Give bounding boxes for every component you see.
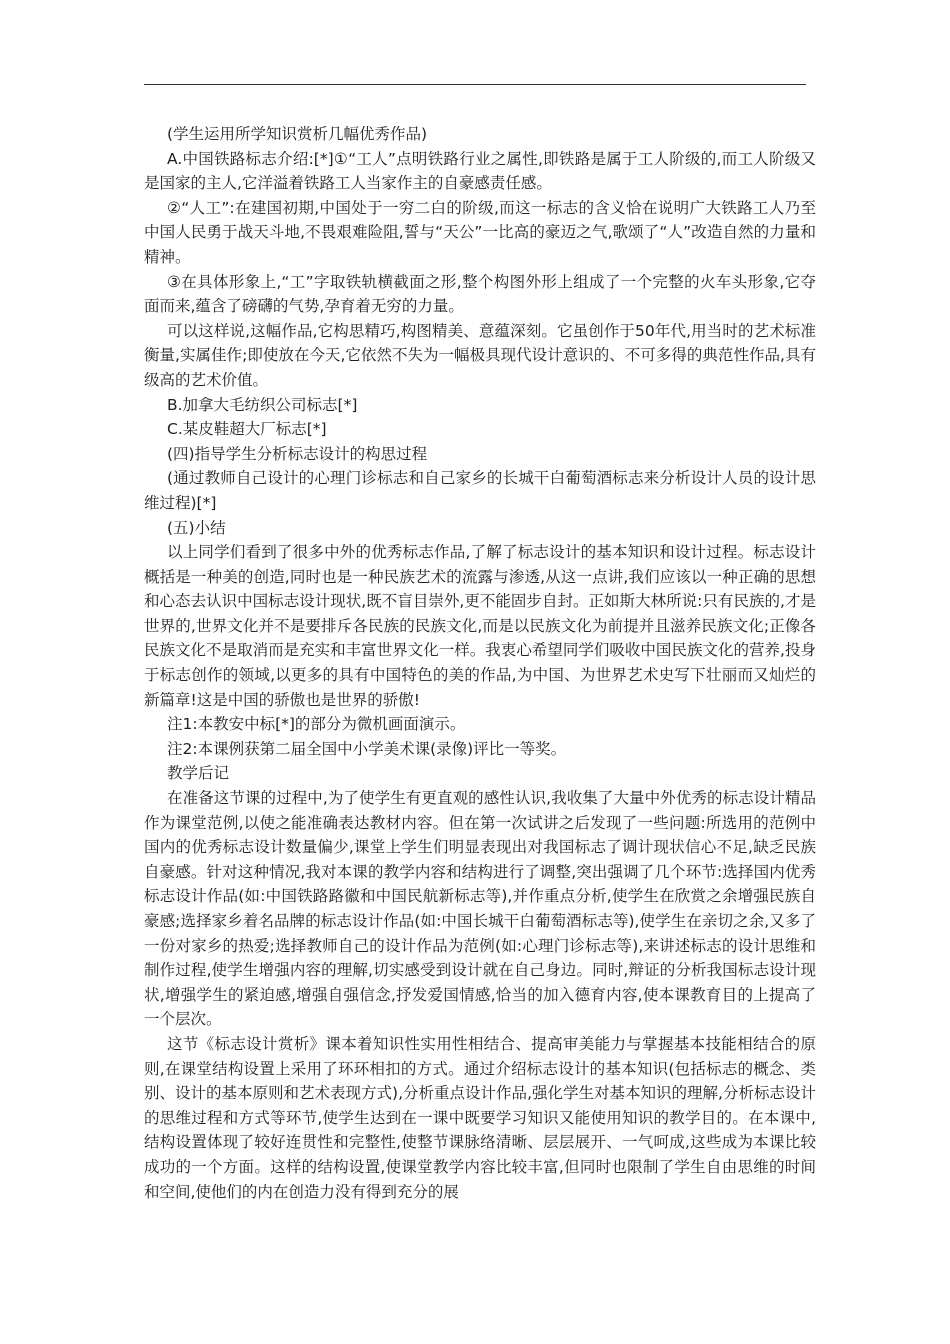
section-heading-4: (四)指导学生分析标志设计的构思过程 (167, 444, 428, 463)
paragraph-railway-logo-3: ③在具体形象上,“工”字取铁轨横截面之形,整个构图外形上组成了一个完整的火车头形象,它夺面而来,蕴含了磅礴的气势,孕育着无穷的力量。 (144, 272, 816, 316)
paragraph-design-process: (通过教师自己设计的心理门诊标志和自己家乡的长城干白葡萄酒标志来分析设计人员的设计思维过程)[*] (144, 469, 816, 512)
paragraph-railway-logo-a: A.中国铁路标志介绍:[*]①“工人”点明铁路行业之属性,即铁路是属于工人阶级的,而工人阶级又是国家的主人,它洋溢着铁路工人当家作主的自豪感责任感。 (144, 149, 816, 193)
paragraph-postscript-2: 这节《标志设计赏析》课本着知识性实用性相结合、提高审美能力与掌握基本技能相结合的原则,在课堂结构设置上采用了环环相扣的方式。通过介绍标志设计的基本知识(包括标志的概念、类别、设计的基本原则和艺术表现方式),分析重点设计作品,强化学生对基本知识的理解,分析标志设计的思维过程和方式等环节,使学生达到在一课中既要学习知识又能使用知识的教学目的。在本课中,结构设置体现了较好连贯性和完整性,使整节课脉络清晰、层层展开、一气呵成,这些成为本课比较成功的一个方面。这样的结构设置,使课堂教学内容比较丰富,但同时也限制了学生自由思维的时间和空间,使他们的内在创造力没有得到充分的展 (144, 1034, 816, 1201)
document-body (144, 122, 816, 1204)
paragraph-intro: (学生运用所学知识赏析几幅优秀作品) (167, 125, 428, 143)
header-rule (144, 84, 806, 85)
note-1: 注1:本教安中标[*]的部分为微机画面演示。 (167, 715, 466, 734)
paragraph-postscript-1: 在准备这节课的过程中,为了使学生有更直观的感性认识,我收集了大量中外优秀的标志设计精品作为课堂范例,以使之能准确表达教材内容。但在第一次试讲之后发现了一些问题:所选用的范例中国内的优秀标志设计数量偏少,课堂上学生们明显表现出对我国标志了调计现状信心不足,缺乏民族自豪感。针对这种情况,我对本课的教学内容和结构进行了调整,突出强调了几个环节:选择国内优秀标志设计作品(如:中国铁路路徽和中国民航新标志等),并作重点分析,使学生在欣赏之余增强民族自豪感;选择家乡着名品牌的标志设计作品(如:中国长城干白葡萄酒标志等),使学生在亲切之余,又多了一份对家乡的热爱;选择教师自己的设计作品为范例(如:心理门诊标志等),来讲述标志的设计思维和制作过程,使学生增强内容的理解,切实感受到设计就在自己身边。同时,辩证的分析我国标志设计现状,增强学生的紧迫感,增强自强信念,抒发爱国情感,恰当的加入德育内容,使本课教育目的上提高了一个层次。 (144, 789, 816, 1029)
paragraph-railway-summary: 可以这样说,这幅作品,它构思精巧,构图精美、意蕴深刻。它虽创作于50年代,用当时的艺术标准衡量,实属佳作;即使放在今天,它依然不失为一幅极具现代设计意识的、不可多得的典范性作品,具有级高的艺术价值。 (144, 321, 816, 389)
section-heading-5: (五)小结 (167, 518, 226, 537)
note-2: 注2:本课例获第二届全国中小学美术课(录像)评比一等奖。 (167, 739, 567, 758)
section-heading-postscript: 教学后记 (167, 764, 230, 783)
paragraph-shoe-logo: C.某皮鞋超大厂标志[*] (167, 420, 327, 439)
paragraph-summary: 以上同学们看到了很多中外的优秀标志作品,了解了标志设计的基本知识和设计过程。标志设计概括是一种美的创造,同时也是一种民族艺术的流露与渗透,从这一点讲,我们应该以一种正确的思想和心态去认识中国标志设计现状,既不盲目崇外,更不能固步自封。正如斯大林所说:只有民族的,才是世界的,世界文化并不是要排斥各民族的民族文化,而是以民族文化为前提并且滋养民族文化;正像各民族文化不是取消而是充实和丰富世界文化一样。我衷心希望同学们吸收中国民族文化的营养,投身于标志创作的领域,以更多的具有中国特色的美的作品,为中国、为世界艺术史写下壮丽而又灿烂的新篇章!这是中国的骄傲也是世界的骄傲! (144, 543, 816, 709)
paragraph-railway-logo-2: ②“人工”:在建国初期,中国处于一穷二白的阶级,而这一标志的含义恰在说明广大铁路工人乃至中国人民勇于战天斗地,不畏艰难险阻,誓与“天公”一比高的豪迈之气,歌颂了“人”改造自然的力量和精神。 (144, 198, 816, 266)
paragraph-canada-logo: B.加拿大毛纺织公司标志[*] (167, 395, 358, 414)
